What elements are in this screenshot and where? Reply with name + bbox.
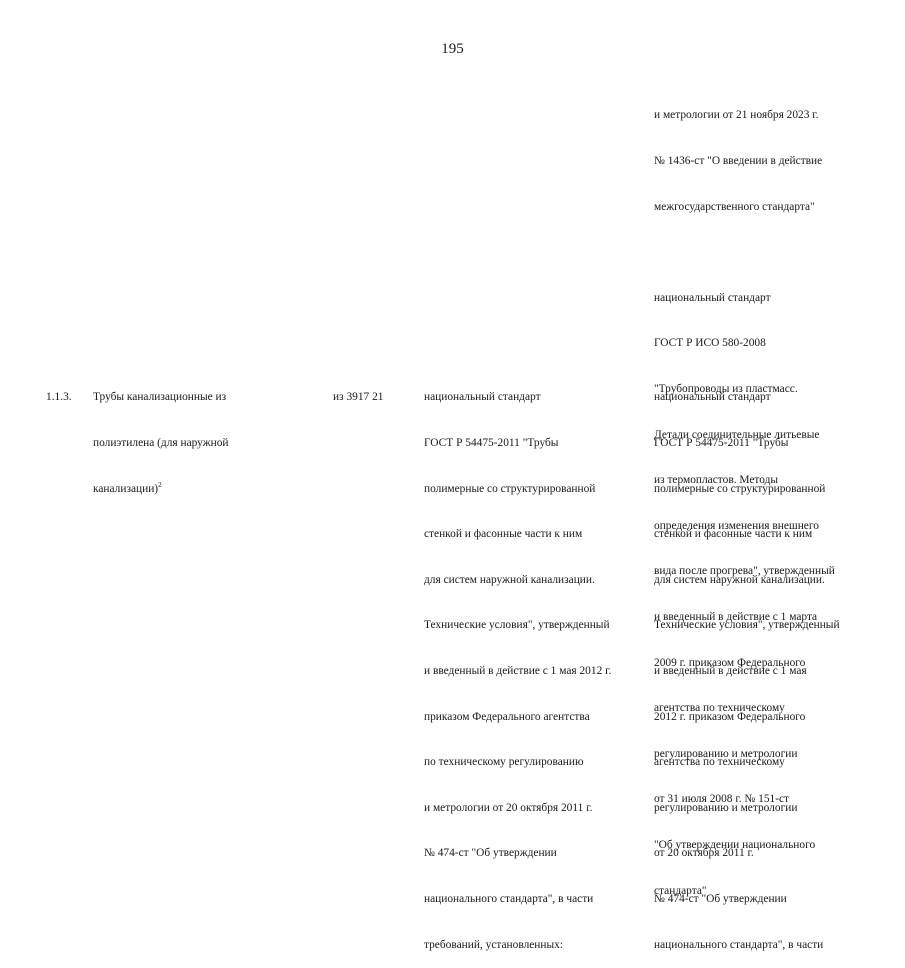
standard-text-column-5 [654,360,840,968]
product-name [93,360,228,512]
text-line: национального стандарта", в части [654,938,824,951]
text-line: стенкой и фасонные части к ним [654,528,813,541]
text-line: "Об утверждении национального [654,838,816,851]
standard-text-column-4 [424,360,611,968]
text-line: полимерные со структурированной [424,482,596,495]
text-line: полиэтилена (для наружной [93,437,229,449]
text-line: и метрологии от 20 октября 2011 г. [424,801,593,814]
text-line: и введенный в действие с 1 мая 2012 г. [424,664,612,677]
text-line: и введенный в действие с 1 мая [654,664,807,677]
text-line: регулированию и метрологии [654,801,798,814]
text-line: определения изменения внешнего [654,519,819,532]
text-line: вида после прогрева", утвержденный [654,565,835,578]
text-line [654,245,835,260]
code-text: из 3917 21 [333,391,384,404]
text-line: от 31 июля 2008 г. № 151-ст [654,793,790,806]
text-line: национальный стандарт [654,291,771,304]
text-line: национального стандарта", в части [424,892,594,905]
text-line: стандарта" [654,884,707,897]
text-line: № 474-ст "Об утверждении [654,892,787,905]
text-line: ГОСТ Р ИСО 580-2008 [654,337,766,350]
text-line: полимерные со структурированной [654,482,826,495]
text-line: для систем наружной канализации. [654,573,825,586]
text-line: регулированию и метрологии [654,747,798,760]
text-line: национальный стандарт [654,391,771,404]
text-line: № 474-ст "Об утверждении [424,847,557,860]
page-number: 195 [441,41,464,57]
text-line: ГОСТ Р 54475-2011 "Трубы [424,437,559,449]
text-line: № 1436-ст "О введении в действие [654,155,823,167]
text-line: агентства по техническому [654,756,785,769]
text-line: для систем наружной канализации. [424,573,595,586]
text-line: Детали соединительные литьевые [654,428,820,441]
text-line: от 20 октября 2011 г. [654,847,754,860]
text-line: и введенный в действие с 1 марта [654,610,818,623]
text-line: межгосударственного стандарта" [654,200,815,213]
text-line: требований, установленных: [424,938,564,951]
text-line: Трубы канализационные из [93,391,227,404]
text-line: приказом Федерального агентства [424,710,590,723]
text-line: 2012 г. приказом Федерального [654,710,806,723]
text-line: по техническому регулированию [424,756,584,769]
text-line: и метрологии от 21 ноября 2023 г. [654,109,819,122]
text-line: 2009 г. приказом Федерального [654,656,806,669]
text-line: "Трубопроводы из пластмасс. [654,382,798,395]
text-line: стенкой и фасонные части к ним [424,528,583,541]
text-line: агентства по техническому [654,702,785,715]
text-segment: канализации) [93,482,159,495]
text-line: из термопластов. Методы [654,474,779,487]
tn-ved-code [333,360,383,421]
footnote-marker: 2 [158,480,162,489]
text-line: Технические условия", утвержденный [424,619,610,632]
text-line [93,482,228,497]
text-line: Технические условия", утвержденный [654,619,840,632]
row-number [46,360,72,421]
row-number-text: 1.1.3. [46,391,72,404]
text-line: ГОСТ Р 54475-2011 "Трубы [654,437,789,449]
text-line: национальный стандарт [424,391,541,404]
